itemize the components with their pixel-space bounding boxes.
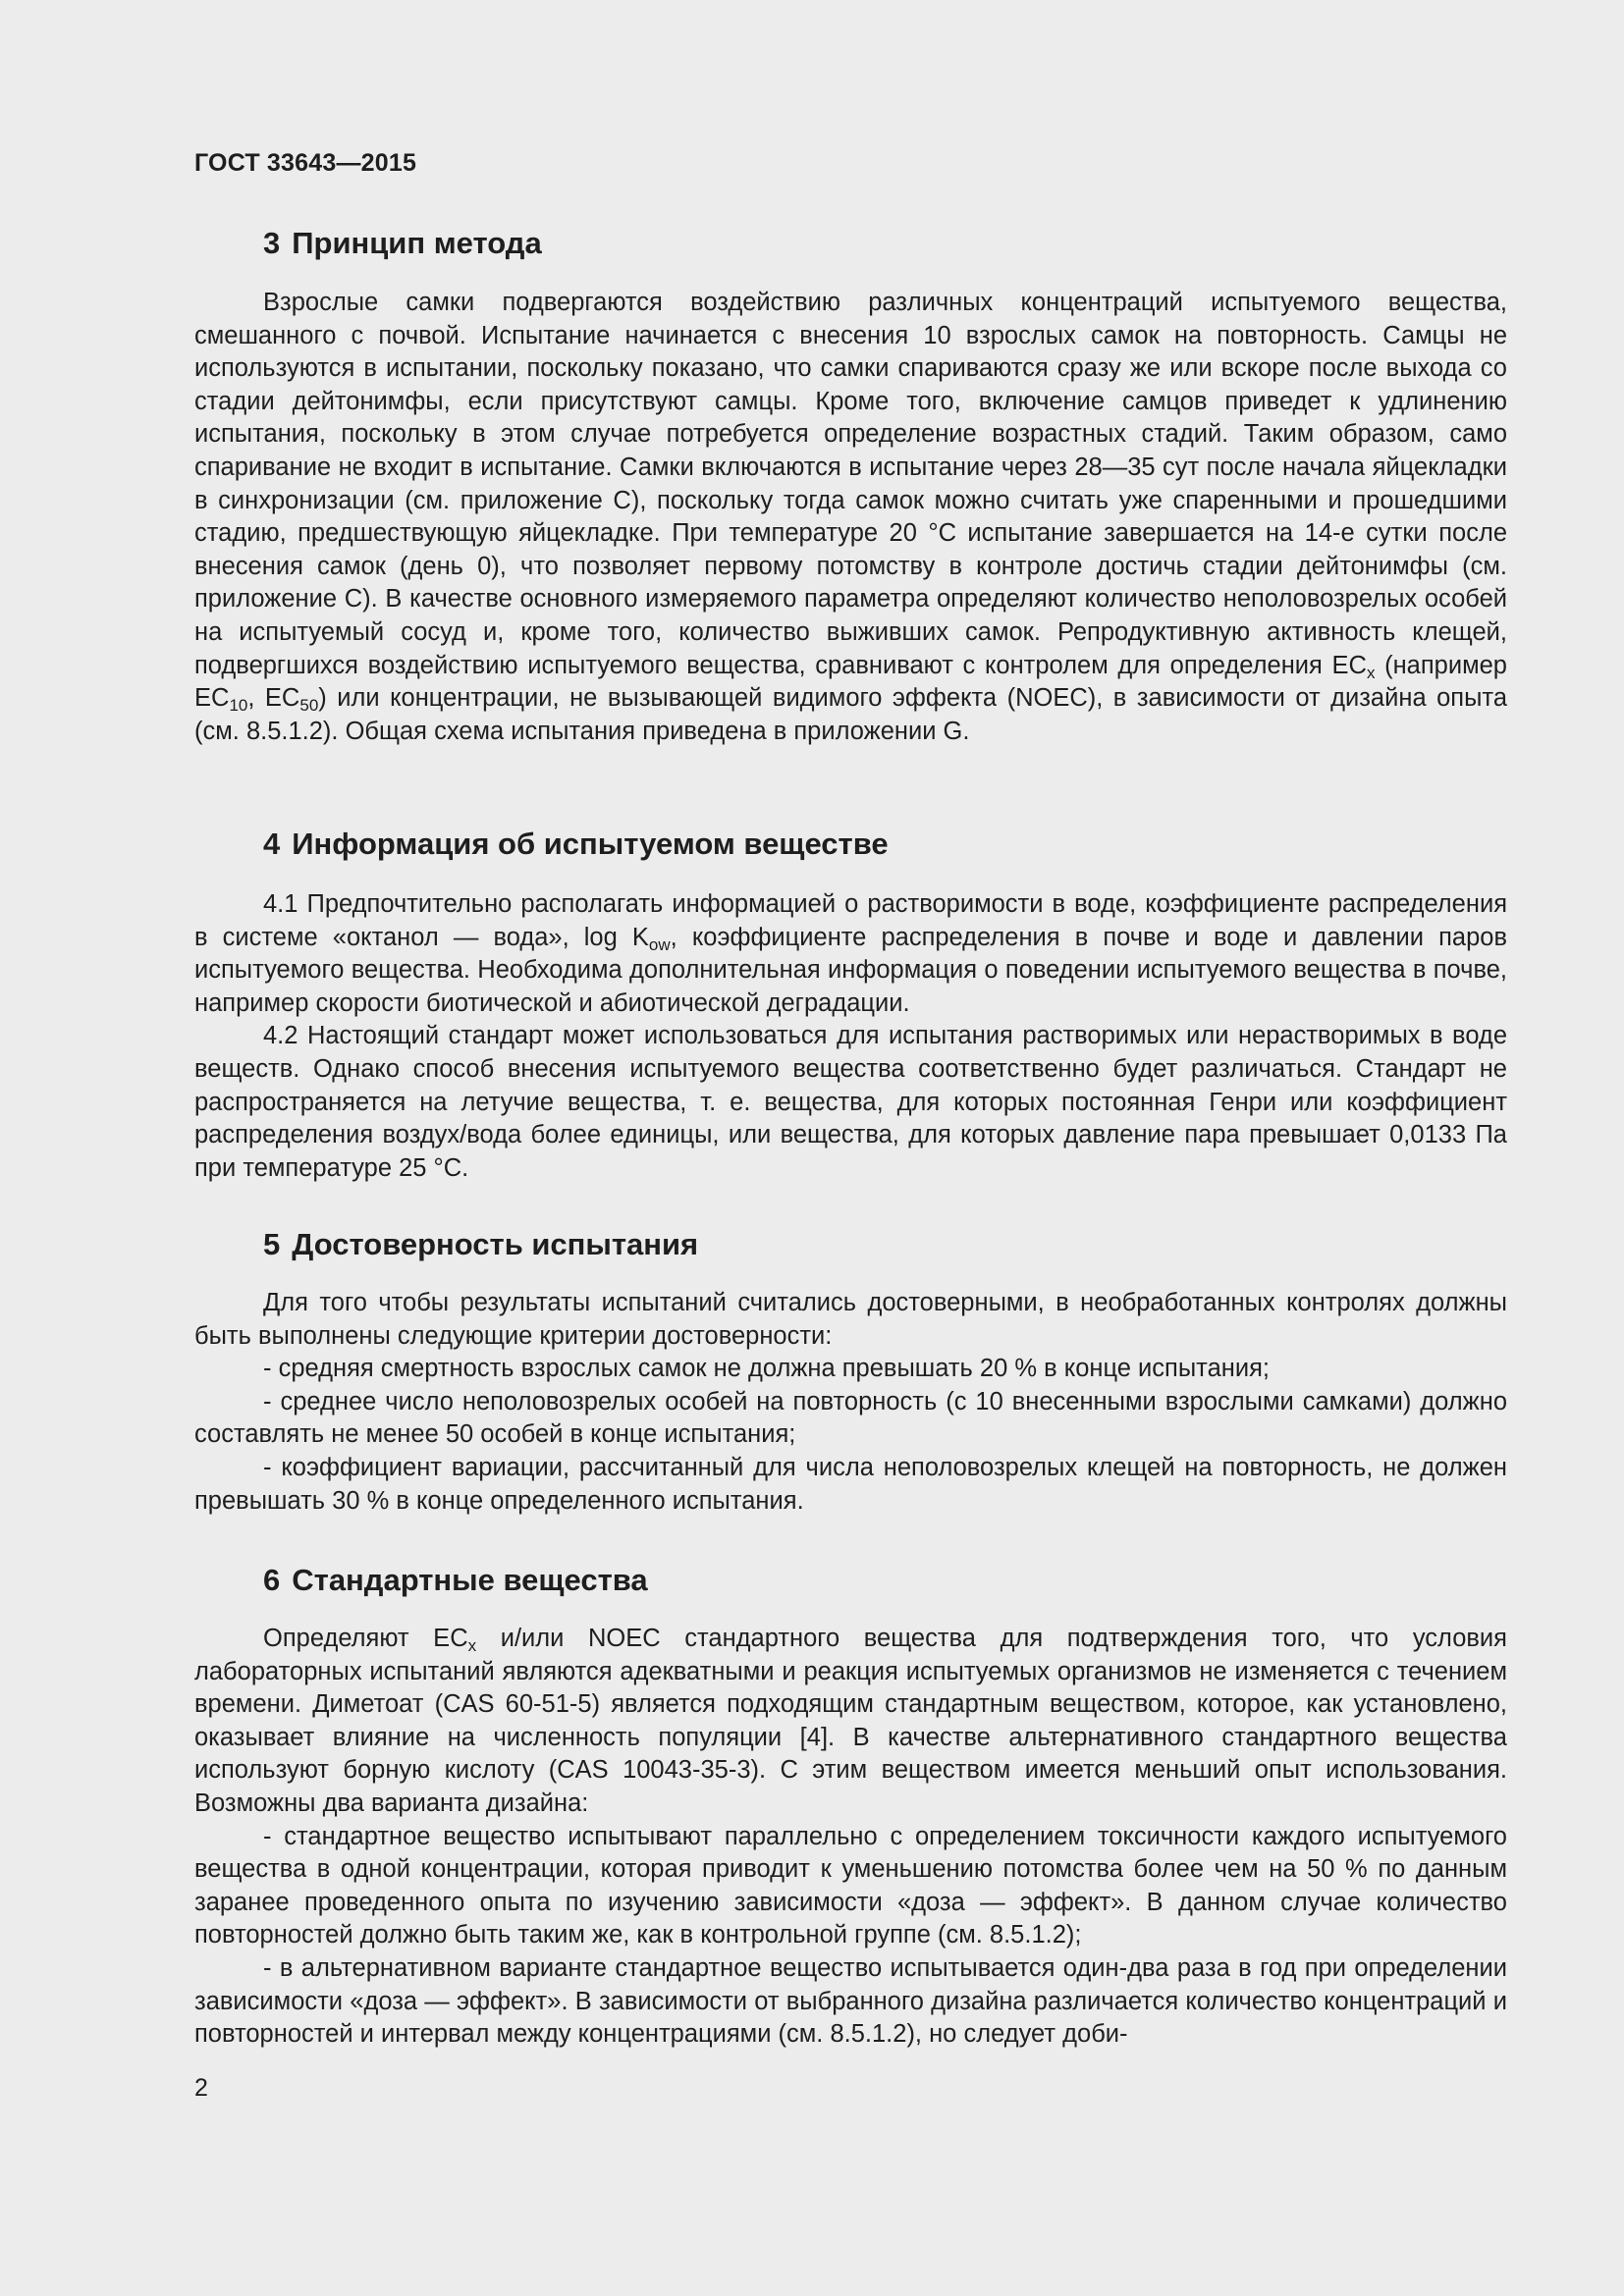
section-5-body	[194, 1287, 1507, 1518]
section-title: Принцип метода	[292, 226, 542, 260]
paragraph	[194, 287, 1507, 748]
paragraph	[194, 1623, 1507, 1821]
section-number: 6	[263, 1563, 281, 1597]
list-item: - средняя смертность взрослых самок не должна превышать 20 % в конце испытания;	[263, 1355, 1270, 1383]
list-item: - стандартное вещество испытывают параллельно с определением токсичности каждого испытуемого вещества в одной концентрации, которая приводит к уменьшению потомства более чем на 50 % по данным заранее проведенного опыта по изучению зависимости «доза — эффект». В данном случае количество повторностей должно быть таким же, как в контрольной группе (см. 8.5.1.2);	[194, 1822, 1507, 1949]
section-title: Стандартные вещества	[292, 1563, 648, 1597]
section-number: 4	[263, 827, 281, 861]
text-run: (например ЕС	[194, 651, 1507, 713]
text-run: 4.1 Предпочтительно располагать информацией о растворимости в воде, коэффициенте распределения в системе «октанол — вода», log K	[194, 890, 1507, 951]
document-header: ГОСТ 33643—2015	[194, 149, 417, 177]
subscript: x	[1366, 663, 1376, 682]
section-6-body	[194, 1623, 1507, 2052]
subscript: 50	[299, 696, 319, 716]
section-number: 3	[263, 226, 281, 260]
paragraph: Для того чтобы результаты испытаний считались достоверными, в необработанных контролях должны быть выполнены следующие критерии достоверности:	[194, 1289, 1507, 1350]
text-run: , ЕС	[247, 684, 300, 713]
section-6-heading	[263, 1563, 648, 1598]
subscript: x	[467, 1636, 477, 1655]
subscript: ow	[648, 934, 671, 954]
section-title: Достоверность испытания	[292, 1227, 699, 1261]
section-number: 5	[263, 1227, 281, 1261]
section-4-heading	[263, 827, 889, 862]
text-run: Определяют ЕС	[263, 1625, 468, 1652]
text-run: ) или концентрации, не вызывающей видимого эффекта (NOEC), в зависимости от дизайна опыта (см. 8.5.1.2). Общая схема испытания приведена в приложении G.	[194, 684, 1507, 745]
list-item: - в альтернативном варианте стандартное вещество испытывается один-два раза в год при определении зависимости «доза — эффект». В зависимости от выбранного дизайна различается количество концентраций и повторностей и интервал между концентрациями (см. 8.5.1.2), но следует доби-	[194, 1953, 1507, 2049]
section-3-body	[194, 287, 1507, 748]
page-number: 2	[194, 2074, 208, 2102]
section-3-heading	[263, 226, 542, 261]
paragraph	[194, 888, 1507, 1020]
section-5-heading	[263, 1227, 698, 1262]
list-item: - коэффициент вариации, рассчитанный для числа неполовозрелых клещей на повторность, не должен превышать 30 % в конце определенного испытания.	[194, 1453, 1507, 1515]
list-item: - среднее число неполовозрелых особей на повторность (с 10 внесенными взрослыми самками) должно составлять не менее 50 особей в конце испытания;	[194, 1387, 1507, 1449]
section-title: Информация об испытуемом веществе	[292, 827, 889, 861]
text-run: , коэффициенте распределения в почве и воде и давлении паров испытуемого вещества. Необходима дополнительная информация о поведении испытуемого вещества в почве, например скорости биотической и абиотической деградации.	[194, 923, 1507, 1017]
paragraph: 4.2 Настоящий стандарт может использоваться для испытания растворимых или нерастворимых в воде веществ. Однако способ внесения испытуемого вещества соответственно будет различаться. Стандарт не распространяется на летучие вещества, т. е. вещества, для которых постоянная Генри или коэффициент распределения воздух/вода более единицы, или вещества, для которых давление пара превышает 0,0133 Па при температуре 25 °С.	[194, 1022, 1507, 1182]
subscript: 10	[229, 696, 248, 716]
text-run: и/или NOEC стандартного вещества для подтверждения того, что условия лабораторных испытаний являются адекватными и реакция испытуемых организмов не изменяется с течением времени. Диметоат (CAS 60-51-5) является подходящим стандартным веществом, которое, как установлено, оказывает влияние на численность популяции [4]. В качестве альтернативного стандартного вещества используют борную кислоту (CAS 10043-35-3). С этим веществом имеется меньший опыт использования. Возможны два варианта дизайна:	[194, 1625, 1507, 1817]
section-4-body	[194, 888, 1507, 1185]
text-run: Взрослые самки подвергаются воздействию различных концентраций испытуемого вещества, смешанного с почвой. Испытание начинается с внесения 10 взрослых самок на повторность. Самцы не используются в испытании, поскольку показано, что самки спариваются сразу же или вскоре после выхода со стадии дейтонимфы, если присутствуют самцы. Кроме того, включение самцов приведет к удлинению испытания, поскольку в этом случае потребуется определение возрастных стадий. Таким образом, само спаривание не входит в испытание. Самки включаются в испытание через 28—35 сут после начала яйцекладки в синхронизации (см. приложение С), поскольку тогда самок можно считать уже спаренными и прошедшими стадию, предшествующую яйцекладке. При температуре 20 °С испытание завершается на 14-е сутки после внесения самок (день 0), что позволяет первому потомству в контроле достичь стадии дейтонимфы (см. приложение С). В качестве основного измеряемого параметра определяют количество неполовозрелых особей на испытуемый сосуд и, кроме того, количество выживших самок. Репродуктивную активность клещей, подвергшихся воздействию испытуемого вещества, сравнивают с контролем для определения ЕС	[194, 289, 1507, 679]
